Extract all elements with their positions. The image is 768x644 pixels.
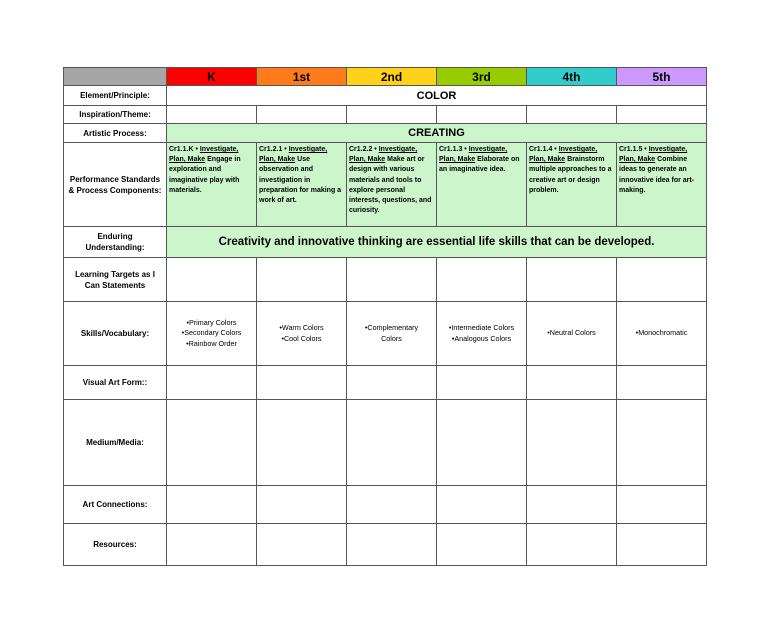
empty-cell <box>257 400 347 486</box>
performance-standards-row <box>64 143 707 227</box>
row-label-resources: Resources: <box>64 524 167 566</box>
empty-cell <box>167 486 257 524</box>
empty-cell <box>347 486 437 524</box>
empty-cell <box>167 400 257 486</box>
skill-item: •Warm Colors <box>279 323 324 333</box>
empty-cell <box>527 486 617 524</box>
empty-cell <box>167 258 257 302</box>
skill-item: •Analogous Colors <box>451 333 512 343</box>
standard-cell-k <box>167 143 257 227</box>
standard-process-link: Investigate, Plan, Make <box>619 146 688 164</box>
curriculum-map-table <box>63 67 707 566</box>
skills-vocabulary-row <box>64 302 707 366</box>
art-connections-row <box>64 486 707 524</box>
learning-targets-row <box>64 258 707 302</box>
empty-cell <box>437 400 527 486</box>
grade-header-4th: 4th <box>527 68 617 86</box>
row-label-visual-art-form: Visual Art Form:: <box>64 366 167 400</box>
skill-item: •Complementary <box>364 323 419 333</box>
standard-process-link: Investigate, Plan, Make <box>169 146 239 164</box>
skill-item: Colors <box>381 333 402 343</box>
grade-header-3rd: 3rd <box>437 68 527 86</box>
standard-code: Cr1.2.1 • <box>259 146 287 153</box>
empty-cell <box>617 524 707 566</box>
empty-cell <box>347 258 437 302</box>
empty-cell <box>167 524 257 566</box>
empty-cell <box>437 258 527 302</box>
empty-cell <box>617 486 707 524</box>
row-label-skills-vocabulary: Skills/Vocabulary: <box>64 302 167 366</box>
empty-cell <box>617 366 707 400</box>
standard-code: Cr1.1.5 • <box>619 146 647 153</box>
standard-text: Use observation and investigation in preparation for making a work of art. <box>259 156 342 205</box>
standard-cell-5th <box>617 143 707 227</box>
empty-cell <box>167 366 257 400</box>
standard-text: Make art or design with various materials and tools to explore personal interests, questions, and curiosity. <box>349 156 432 215</box>
skill-item: •Intermediate Colors <box>448 323 515 333</box>
row-label-element-principle: Element/Principle: <box>64 86 167 106</box>
standard-cell-2nd <box>347 143 437 227</box>
standard-cell-3rd <box>437 143 527 227</box>
empty-cell <box>527 366 617 400</box>
element-principle-value: COLOR <box>167 86 707 106</box>
standard-text: Brainstorm multiple approaches to a creative art or design problem. <box>529 156 612 194</box>
grade-header-row <box>64 68 707 86</box>
standard-text: Elaborate on an imaginative idea. <box>439 156 520 174</box>
empty-cell <box>527 258 617 302</box>
standard-code: Cr1.1.K • <box>169 146 198 153</box>
empty-cell <box>257 366 347 400</box>
empty-cell <box>257 258 347 302</box>
standard-process-link: Investigate, Plan, Make <box>439 146 508 164</box>
skills-cell-2nd <box>347 302 437 366</box>
empty-cell <box>617 106 707 124</box>
skill-item: •Rainbow Order <box>186 338 237 348</box>
empty-cell <box>257 524 347 566</box>
element-principle-row <box>64 86 707 106</box>
standard-code: Cr1.2.2 • <box>349 146 377 153</box>
skills-cell-1st <box>257 302 347 366</box>
enduring-understanding-value: Creativity and innovative thinking are essential life skills that can be developed. <box>167 227 707 258</box>
row-label-artistic-process: Artistic Process: <box>64 124 167 143</box>
empty-cell <box>617 400 707 486</box>
skills-cell-4th <box>527 302 617 366</box>
row-label-performance-standards: Performance Standards & Process Components: <box>64 143 167 227</box>
empty-cell <box>437 524 527 566</box>
empty-cell <box>437 486 527 524</box>
grade-header-k: K <box>167 68 257 86</box>
empty-cell <box>527 524 617 566</box>
empty-cell <box>527 106 617 124</box>
grade-header-2nd: 2nd <box>347 68 437 86</box>
standard-code: Cr1.1.4 • <box>529 146 557 153</box>
empty-cell <box>437 106 527 124</box>
skill-item: •Primary Colors <box>186 317 237 327</box>
standard-text: Combine ideas to generate an innovative idea for art-making. <box>619 156 695 194</box>
empty-cell <box>347 366 437 400</box>
standard-code: Cr1.1.3 • <box>439 146 467 153</box>
skills-cell-5th <box>617 302 707 366</box>
skill-item: •Secondary Colors <box>181 328 242 338</box>
row-label-inspiration-theme: Inspiration/Theme: <box>64 106 167 124</box>
standard-process-link: Investigate, Plan, Make <box>259 146 328 164</box>
standard-cell-4th <box>527 143 617 227</box>
empty-cell <box>617 258 707 302</box>
standard-text: Engage in exploration and imaginative play with materials. <box>169 156 241 194</box>
standard-cell-1st <box>257 143 347 227</box>
row-label-enduring-understanding: Enduring Understanding: <box>64 227 167 258</box>
empty-cell <box>347 106 437 124</box>
skills-cell-3rd <box>437 302 527 366</box>
artistic-process-value: CREATING <box>167 124 707 143</box>
empty-cell <box>167 106 257 124</box>
empty-cell <box>437 366 527 400</box>
empty-cell <box>257 106 347 124</box>
grade-header-5th: 5th <box>617 68 707 86</box>
empty-cell <box>257 486 347 524</box>
standard-process-link: Investigate, Plan, Make <box>529 146 598 164</box>
row-label-art-connections: Art Connections: <box>64 486 167 524</box>
resources-row <box>64 524 707 566</box>
empty-cell <box>527 400 617 486</box>
skill-item: •Neutral Colors <box>547 328 596 338</box>
standard-process-link: Investigate, Plan, Make <box>349 146 418 164</box>
artistic-process-row <box>64 124 707 143</box>
inspiration-theme-row <box>64 106 707 124</box>
row-label-medium-media: Medium/Media: <box>64 400 167 486</box>
empty-cell <box>347 400 437 486</box>
skill-item: •Cool Colors <box>281 333 322 343</box>
skill-item: •Monochromatic <box>635 328 688 338</box>
header-corner <box>64 68 167 86</box>
medium-media-row <box>64 400 707 486</box>
empty-cell <box>347 524 437 566</box>
grade-header-1st: 1st <box>257 68 347 86</box>
enduring-understanding-row <box>64 227 707 258</box>
row-label-learning-targets: Learning Targets as I Can Statements <box>64 258 167 302</box>
visual-art-form-row <box>64 366 707 400</box>
skills-cell-k <box>167 302 257 366</box>
